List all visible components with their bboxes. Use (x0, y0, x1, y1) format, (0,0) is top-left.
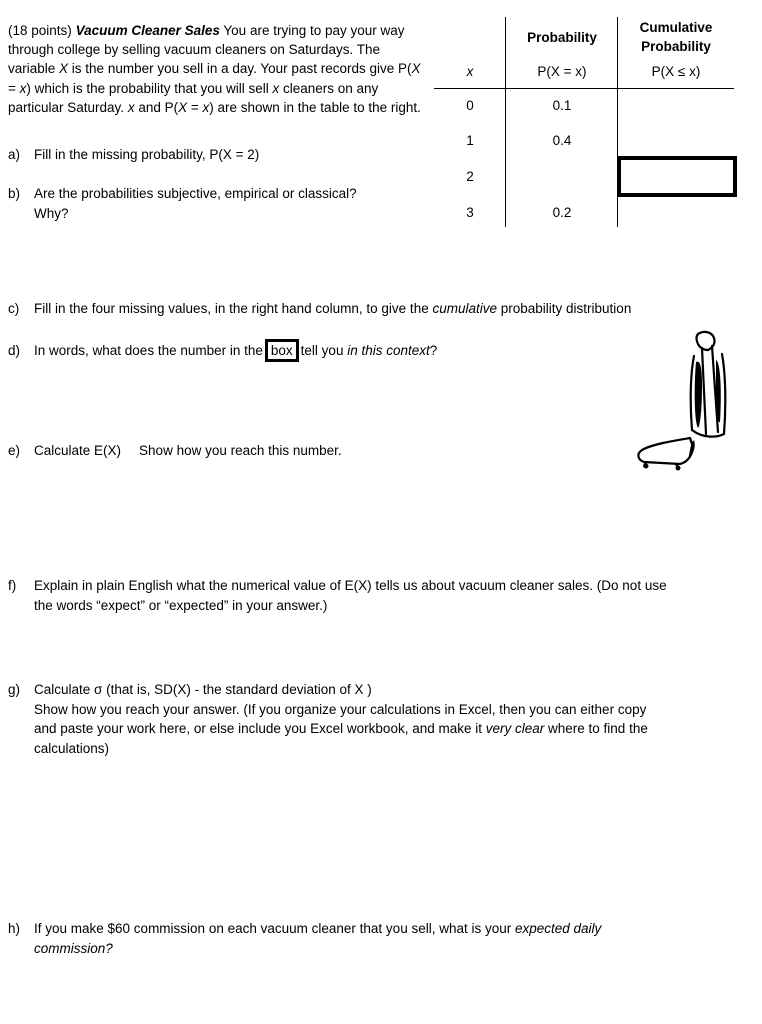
intro-text: You are trying to pay your way through college by selling vacuum cleaners on Saturdays. The variable (8, 23, 405, 77)
question-label: e) (8, 443, 21, 458)
var: X (178, 99, 188, 115)
question-text: calculations) (34, 740, 110, 756)
question-text: Explain in plain English what the numerical value of E(X) tells us about vacuum cleaner sales. (Do not use (34, 578, 667, 593)
question-text: the words “expect” or “expected” in your answer.) (34, 597, 328, 613)
var: X (411, 61, 421, 77)
intro-text: = (187, 99, 203, 115)
question-text: Show how you reach this number. (139, 443, 342, 458)
question-text: tell you (300, 343, 348, 358)
points-label: (18 points) (8, 23, 72, 38)
question-a (8, 145, 259, 165)
question-text: probability distribution (497, 301, 632, 316)
highlight-box (617, 156, 737, 197)
question-text: Why? (34, 205, 69, 221)
var: x (202, 99, 210, 115)
var: x (272, 80, 280, 96)
question-text: Calculate E(X) (34, 443, 122, 458)
question-emph: expected daily (514, 921, 602, 936)
x-value: 1 (466, 133, 474, 148)
intro-text: ) which is the probability that you will sell (26, 80, 273, 96)
question-e (8, 441, 342, 461)
intro-paragraph (8, 21, 428, 117)
prob-header: Probability (527, 30, 597, 45)
cum-header-2: Probability (641, 39, 711, 54)
intro-text: = (8, 80, 20, 96)
question-emph: cumulative (432, 301, 497, 316)
question-text: Fill in the missing probability, P(X = 2) (34, 147, 260, 162)
x-value: 3 (466, 205, 474, 220)
table-header-rule (434, 88, 734, 89)
question-text: Fill in the four missing values, in the right hand column, to give the (34, 301, 433, 316)
question-text: Show how you reach your answer. (If you organize your calculations in Excel, then you can either copy (34, 701, 647, 717)
question-label: c) (8, 301, 20, 316)
prob-value: 0.4 (552, 133, 572, 148)
inline-box-label: box (265, 339, 299, 362)
question-label: h) (8, 921, 21, 936)
question-label: f) (8, 578, 17, 593)
vacuum-cleaner-icon (632, 326, 732, 476)
cum-header-1: Cumulative (639, 20, 713, 35)
cum-subheader: P(X ≤ x) (651, 64, 701, 79)
question-emph: very clear (485, 721, 545, 736)
var: x (19, 80, 27, 96)
question-h (8, 919, 758, 958)
var: x (127, 99, 135, 115)
problem-title: Vacuum Cleaner Sales (75, 23, 220, 38)
question-text: Calculate σ (that is, SD(X) - the standard deviation of X ) (34, 682, 372, 697)
x-header (430, 64, 510, 79)
question-c (8, 299, 631, 319)
question-text: where to find the (544, 721, 648, 736)
x-value: 2 (466, 169, 474, 184)
intro-text: and P( (134, 99, 179, 115)
prob-subheader: P(X = x) (537, 64, 587, 79)
var: X (59, 61, 69, 77)
question-text: In words, what does the number in the (34, 343, 263, 358)
table-divider (505, 17, 506, 227)
prob-value: 0.2 (552, 205, 572, 220)
question-label: a) (8, 147, 21, 162)
question-emph: in this context (347, 343, 430, 358)
question-label: b) (8, 186, 21, 201)
x-header-text: x (466, 64, 474, 79)
question-f (8, 576, 758, 615)
question-d (8, 339, 437, 362)
intro-text: is the number you sell in a day. Your past records give P( (68, 61, 412, 77)
question-b (8, 184, 357, 223)
question-label: g) (8, 682, 21, 697)
intro-text: ) are shown in the table to the right. (209, 99, 421, 115)
prob-value: 0.1 (552, 98, 572, 113)
question-text: and paste your work here, or else include you Excel workbook, and make it (34, 721, 486, 736)
question-text: If you make $60 commission on each vacuum cleaner that you sell, what is your (34, 921, 515, 936)
intro-text: cleaners on any particular Saturday. (8, 80, 379, 115)
question-text: Are the probabilities subjective, empirical or classical? (34, 186, 357, 201)
question-emph: commission? (34, 940, 113, 956)
question-text: ? (429, 343, 438, 358)
question-label: d) (8, 343, 21, 358)
x-value: 0 (466, 98, 474, 113)
question-g (8, 680, 758, 758)
